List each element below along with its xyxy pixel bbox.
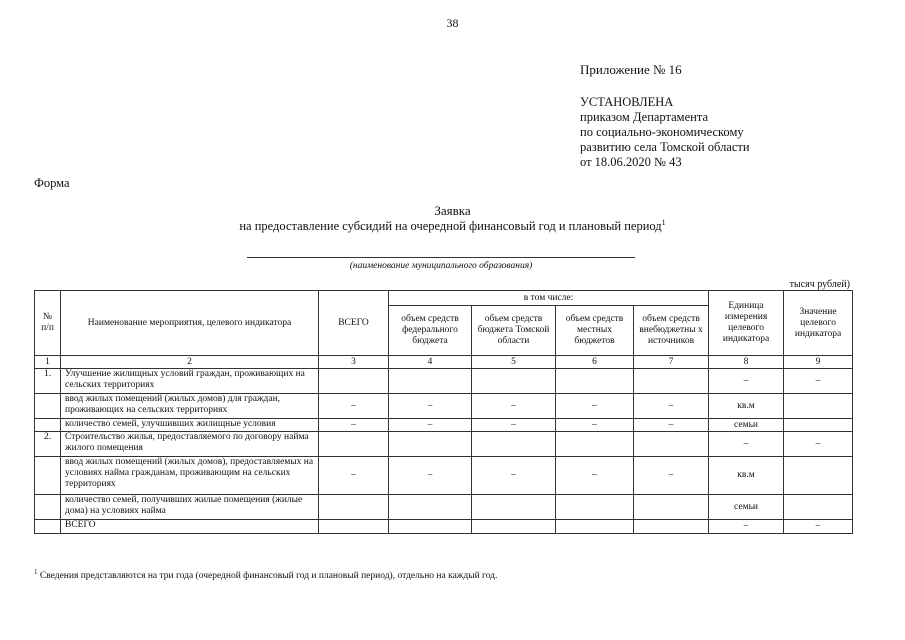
cell-total[interactable] — [319, 495, 389, 520]
cell-federal[interactable] — [389, 432, 472, 457]
cell-local[interactable]: – — [556, 394, 634, 419]
cell-unit: кв.м — [709, 457, 784, 495]
cell-value[interactable]: – — [784, 520, 853, 534]
header-federal: объем средств федерального бюджета — [389, 306, 472, 356]
row-num: 2. — [35, 432, 61, 457]
cell-value[interactable] — [784, 457, 853, 495]
cell-federal[interactable]: – — [389, 394, 472, 419]
cell-extra[interactable]: – — [634, 394, 709, 419]
cell-value[interactable] — [784, 495, 853, 520]
cell-unit: – — [709, 369, 784, 394]
table-row — [35, 495, 853, 520]
table-row — [35, 369, 853, 394]
cell-local[interactable]: – — [556, 419, 634, 432]
footnote-text: Сведения представляются на три года (очередной финансовый год и плановый период), отдельно на каждый год. — [39, 571, 498, 581]
cell-regional[interactable] — [472, 432, 556, 457]
cell-local[interactable]: – — [556, 457, 634, 495]
page-number: 38 — [446, 16, 459, 30]
approval-line: по социально-экономическому — [580, 125, 744, 139]
cell-extra[interactable] — [634, 495, 709, 520]
document-title: Заявка — [434, 203, 471, 218]
cell-federal[interactable] — [389, 495, 472, 520]
header-name: Наименование мероприятия, целевого индикатора — [61, 291, 319, 356]
cell-unit: семьи — [709, 419, 784, 432]
table-row — [35, 394, 853, 419]
approval-line: приказом Департамента — [580, 110, 708, 124]
header-regional: объем средств бюджета Томской области — [472, 306, 556, 356]
cell-unit: – — [709, 520, 784, 534]
cell-value[interactable] — [784, 419, 853, 432]
table-row — [35, 457, 853, 495]
municipality-caption: (наименование муниципального образования) — [349, 261, 533, 271]
row-num: 1. — [35, 369, 61, 394]
cell-extra[interactable]: – — [634, 419, 709, 432]
cell-extra[interactable] — [634, 520, 709, 534]
row-num — [35, 495, 61, 520]
column-number: 4 — [389, 356, 472, 369]
column-number: 3 — [319, 356, 389, 369]
row-name: количество семей, получивших жилые помещения (жилые дома) на условиях найма — [61, 495, 319, 520]
column-number: 8 — [709, 356, 784, 369]
table-row — [35, 419, 853, 432]
cell-regional[interactable]: – — [472, 419, 556, 432]
header-value: Значение целевого индикатора — [784, 291, 853, 356]
cell-federal[interactable] — [389, 369, 472, 394]
cell-value[interactable]: – — [784, 369, 853, 394]
cell-unit: семьи — [709, 495, 784, 520]
cell-total[interactable]: – — [319, 457, 389, 495]
cell-local[interactable] — [556, 495, 634, 520]
header-local: объем средств местных бюджетов — [556, 306, 634, 356]
table-row — [35, 432, 853, 457]
approval-heading: УСТАНОВЛЕНА — [580, 95, 674, 109]
municipality-field-line[interactable] — [247, 257, 635, 258]
row-name: ввод жилых помещений (жилых домов) для граждан, проживающих на сельских территориях — [61, 394, 319, 419]
row-name: количество семей, улучшивших жилищные условия — [61, 419, 319, 432]
cell-local[interactable] — [556, 369, 634, 394]
row-name: Улучшение жилищных условий граждан, проживающих на сельских территориях — [61, 369, 319, 394]
row-num — [35, 394, 61, 419]
column-number: 6 — [556, 356, 634, 369]
column-number: 9 — [784, 356, 853, 369]
cell-local[interactable] — [556, 520, 634, 534]
cell-extra[interactable] — [634, 432, 709, 457]
cell-federal[interactable] — [389, 520, 472, 534]
cell-value[interactable] — [784, 394, 853, 419]
cell-federal[interactable]: – — [389, 419, 472, 432]
cell-total[interactable]: – — [319, 419, 389, 432]
row-num — [35, 457, 61, 495]
column-number: 5 — [472, 356, 556, 369]
column-number: 2 — [61, 356, 319, 369]
approval-line: от 18.06.2020 № 43 — [580, 155, 682, 169]
footnote-marker: 1 — [661, 218, 666, 227]
units-label: тысяч рублей) — [789, 279, 850, 290]
column-number: 7 — [634, 356, 709, 369]
application-table — [34, 290, 853, 534]
row-num — [35, 520, 61, 534]
header-unit: Единица измерения целевого индикатора — [709, 291, 784, 356]
row-name: ВСЕГО — [61, 520, 319, 534]
cell-value[interactable]: – — [784, 432, 853, 457]
cell-regional[interactable]: – — [472, 457, 556, 495]
cell-regional[interactable] — [472, 495, 556, 520]
approval-block — [580, 95, 750, 170]
cell-total[interactable] — [319, 369, 389, 394]
cell-regional[interactable] — [472, 369, 556, 394]
cell-unit: – — [709, 432, 784, 457]
footnote — [34, 568, 497, 581]
cell-regional[interactable] — [472, 520, 556, 534]
subtitle-text: на предоставление субсидий на очередной финансовый год и плановый период — [239, 219, 662, 233]
cell-extra[interactable]: – — [634, 457, 709, 495]
header-total: ВСЕГО — [319, 291, 389, 356]
cell-extra[interactable] — [634, 369, 709, 394]
column-number: 1 — [35, 356, 61, 369]
table-row — [35, 520, 853, 534]
cell-total[interactable]: – — [319, 394, 389, 419]
cell-federal[interactable]: – — [389, 457, 472, 495]
row-name: ввод жилых помещений (жилых домов), предоставляемых на условиях найма гражданам, проживающим на сельских территориях — [61, 457, 319, 495]
form-label: Форма — [34, 176, 70, 190]
approval-line: развитию села Томской области — [580, 140, 750, 154]
cell-regional[interactable]: – — [472, 394, 556, 419]
document-subtitle — [0, 218, 905, 234]
cell-total[interactable] — [319, 432, 389, 457]
row-num — [35, 419, 61, 432]
appendix-label: Приложение № 16 — [580, 62, 682, 77]
row-name: Строительство жилья, предоставляемого по договору найма жилого помещения — [61, 432, 319, 457]
footnote-marker: 1 — [34, 568, 38, 576]
header-extra: объем средств внебюджетны х источников — [634, 306, 709, 356]
cell-total[interactable] — [319, 520, 389, 534]
cell-unit: кв.м — [709, 394, 784, 419]
header-including: в том числе: — [389, 291, 709, 306]
header-num: № п/п — [35, 291, 61, 356]
cell-local[interactable] — [556, 432, 634, 457]
